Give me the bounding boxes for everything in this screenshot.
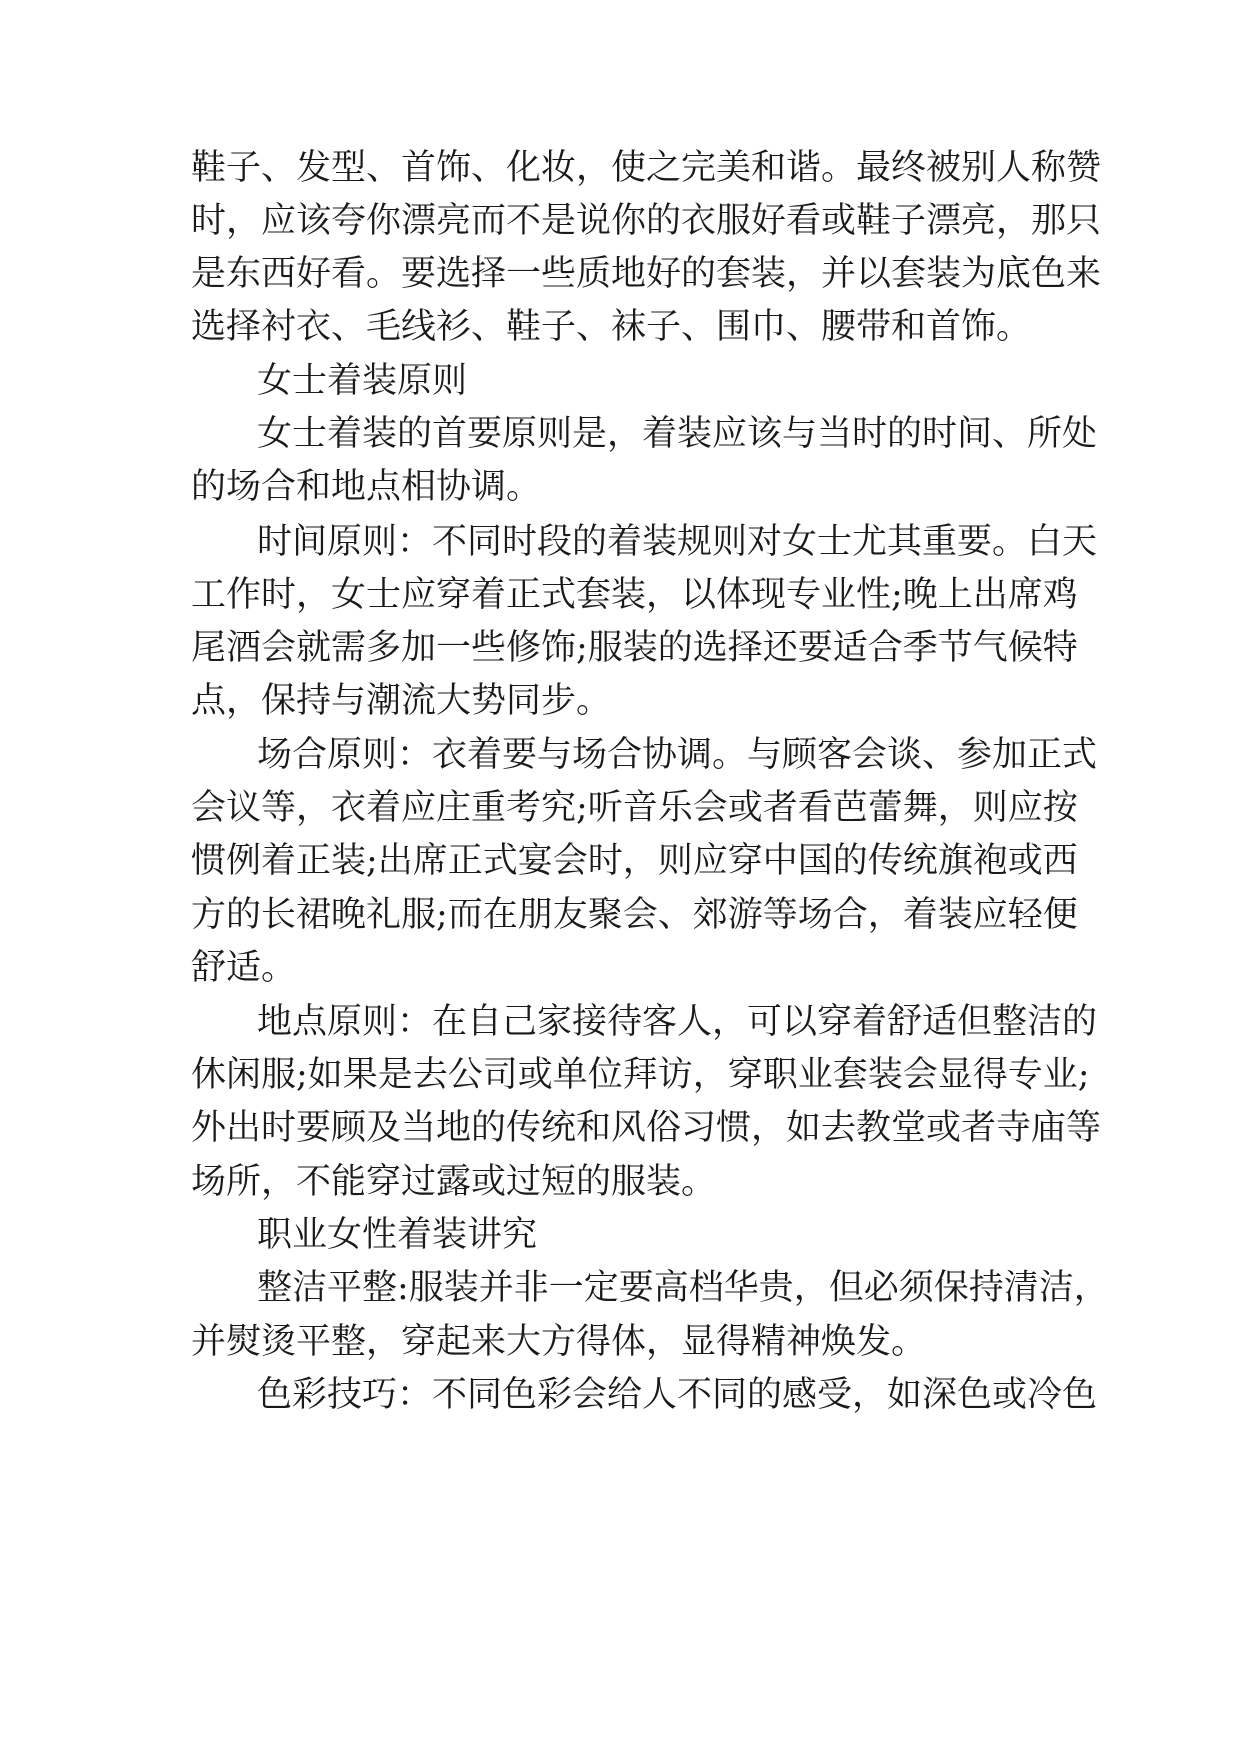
text-line: 鞋子、发型、首饰、化妆，使之完美和谐。最终被别人称赞 [191,148,1102,188]
text-line: 休闲服;如果是去公司或单位拜访，穿职业套装会显得专业; [191,1055,1090,1095]
section-heading: 女士着装原则 [257,361,468,401]
text-line: 外出时要顾及当地的传统和风俗习惯，如去教堂或者寺庙等 [191,1108,1102,1148]
text-line: 整洁平整:服装并非一定要高档华贵，但必须保持清洁， [257,1268,1109,1308]
text-line: 是东西好看。要选择一些质地好的套装，并以套装为底色来 [191,254,1102,294]
text-line: 方的长裙晚礼服;而在朋友聚会、郊游等场合，着装应轻便 [191,895,1078,935]
text-line: 点，保持与潮流大势同步。 [191,681,612,721]
text-line: 会议等，衣着应庄重考究;听音乐会或者看芭蕾舞，则应按 [191,788,1078,828]
text-line: 地点原则：在自己家接待客人，可以穿着舒适但整洁的 [257,1002,1098,1042]
text-line: 时间原则：不同时段的着装规则对女士尤其重要。白天 [257,522,1098,562]
text-line: 舒适。 [191,948,297,988]
section-heading: 职业女性着装讲究 [257,1215,538,1255]
text-line: 场合原则：衣着要与场合协调。与顾客会谈、参加正式 [257,735,1098,775]
text-line: 时，应该夸你漂亮而不是说你的衣服好看或鞋子漂亮，那只 [191,201,1102,241]
text-line: 场所，不能穿过露或过短的服装。 [191,1162,717,1202]
text-line: 尾酒会就需多加一些修饰;服装的选择还要适合季节气候特 [191,628,1078,668]
text-line: 的场合和地点相协调。 [191,467,542,507]
text-line: 女士着装的首要原则是，着装应该与当时的时间、所处 [257,414,1098,454]
text-line: 色彩技巧：不同色彩会给人不同的感受，如深色或冷色 [257,1375,1098,1415]
text-line: 惯例着正装;出席正式宴会时，则应穿中国的传统旗袍或西 [191,841,1078,881]
text-line: 选择衬衣、毛线衫、鞋子、袜子、围巾、腰带和首饰。 [191,307,1032,347]
text-line: 并熨烫平整，穿起来大方得体，显得精神焕发。 [191,1322,927,1362]
text-line: 工作时，女士应穿着正式套装，以体现专业性;晚上出席鸡 [191,575,1078,615]
